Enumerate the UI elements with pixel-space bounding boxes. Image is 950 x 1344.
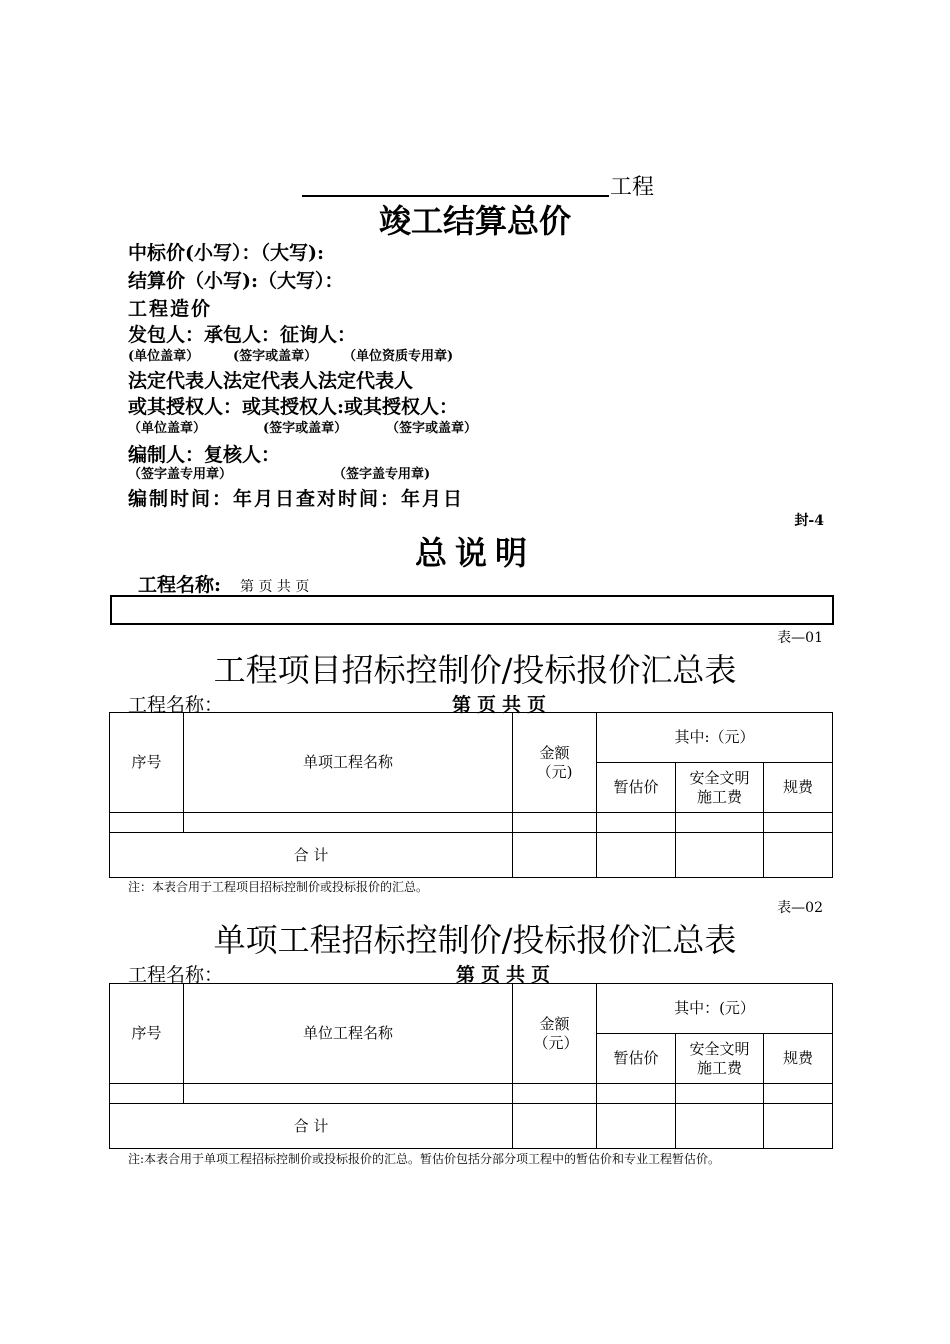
parties-line: 发包人：承包人：征询人： [128,324,357,346]
stamp-note: （签字盖专用章） [128,467,233,482]
explanation-title: 总说明 [414,534,535,572]
header-seq: 序号 [110,984,184,1084]
compile-time-line: 编制时间：年月日查对时间：年月日 [128,488,465,510]
header-among: 其中:（元） [597,713,833,763]
stamp-note: （单位盖章） [128,421,207,436]
page-count: 第页共页 [456,964,557,986]
table-row [110,1084,833,1104]
header-name: 单项工程名称 [184,713,513,813]
project-name-label: 工程名称： [128,694,224,716]
table-note: 注：本表合用于工程项目招标控制价或投标报价的汇总。 [128,880,429,894]
table-row [110,813,833,833]
total-row [110,833,833,878]
compiler-line: 编制人：复核人： [128,444,281,466]
stamp-note: (签字或盖章） [233,349,318,364]
header-safety: 安全文明施工费 [676,1034,764,1084]
header-amount: 金额（元) [513,713,597,813]
summary-table-single [109,983,833,1149]
project-name-label: 工程名称: [138,574,222,596]
authorized-line: 或其授权人：或其授权人:或其授权人： [128,396,459,418]
stamp-note: (单位盖章） [128,349,200,364]
cover-title: 竣工结算总价 [378,202,571,240]
settlement-price-line: 结算价（小写):（大写）： [128,270,344,292]
stamp-note: （单位资质专用章) [343,349,454,364]
header-name: 单位工程名称 [184,984,513,1084]
header-among: 其中：(元） [597,984,833,1034]
total-row [110,1104,833,1149]
table-note: 注:本表合用于单项工程招标控制价或投标报价的汇总。暂估价包括分部分项工程中的暂估价和专业工程暂估价。 [128,1152,721,1166]
header-amount: 金额（元） [513,984,597,1084]
header-provisional: 暂估价 [597,1034,676,1084]
total-label: 合 计 [110,833,513,878]
table-code: 表—02 [777,900,823,916]
total-label: 合 计 [110,1104,513,1149]
header-fees: 规费 [764,1034,833,1084]
project-cost-line: 工程造价 [128,298,213,320]
summary-table-project [109,712,833,878]
cover-code: 封-4 [794,513,824,529]
table-title: 单项工程招标控制价/投标报价汇总表 [213,921,737,959]
bid-price-line: 中标价(小写）：（大写): [128,242,324,264]
header-fees: 规费 [764,763,833,813]
project-suffix: 工程 [610,175,655,200]
page-count: 第页共页 [452,694,553,716]
table-title: 工程项目招标控制价/投标报价汇总表 [213,651,737,689]
stamp-note: (签字或盖章） [263,421,348,436]
explanation-box [110,595,834,625]
header-provisional: 暂估价 [597,763,676,813]
header-safety: 安全文明施工费 [676,763,764,813]
stamp-note: （签字盖专用章) [333,467,431,482]
legal-rep-line: 法定代表人法定代表人法定代表人 [128,370,414,392]
project-name-blank [302,171,609,197]
table-code: 表—01 [777,630,823,646]
stamp-note: （签字或盖章） [386,421,478,436]
header-seq: 序号 [110,713,184,813]
page-count: 第 页 共 页 [240,579,310,595]
project-name-label: 工程名称： [128,964,224,986]
